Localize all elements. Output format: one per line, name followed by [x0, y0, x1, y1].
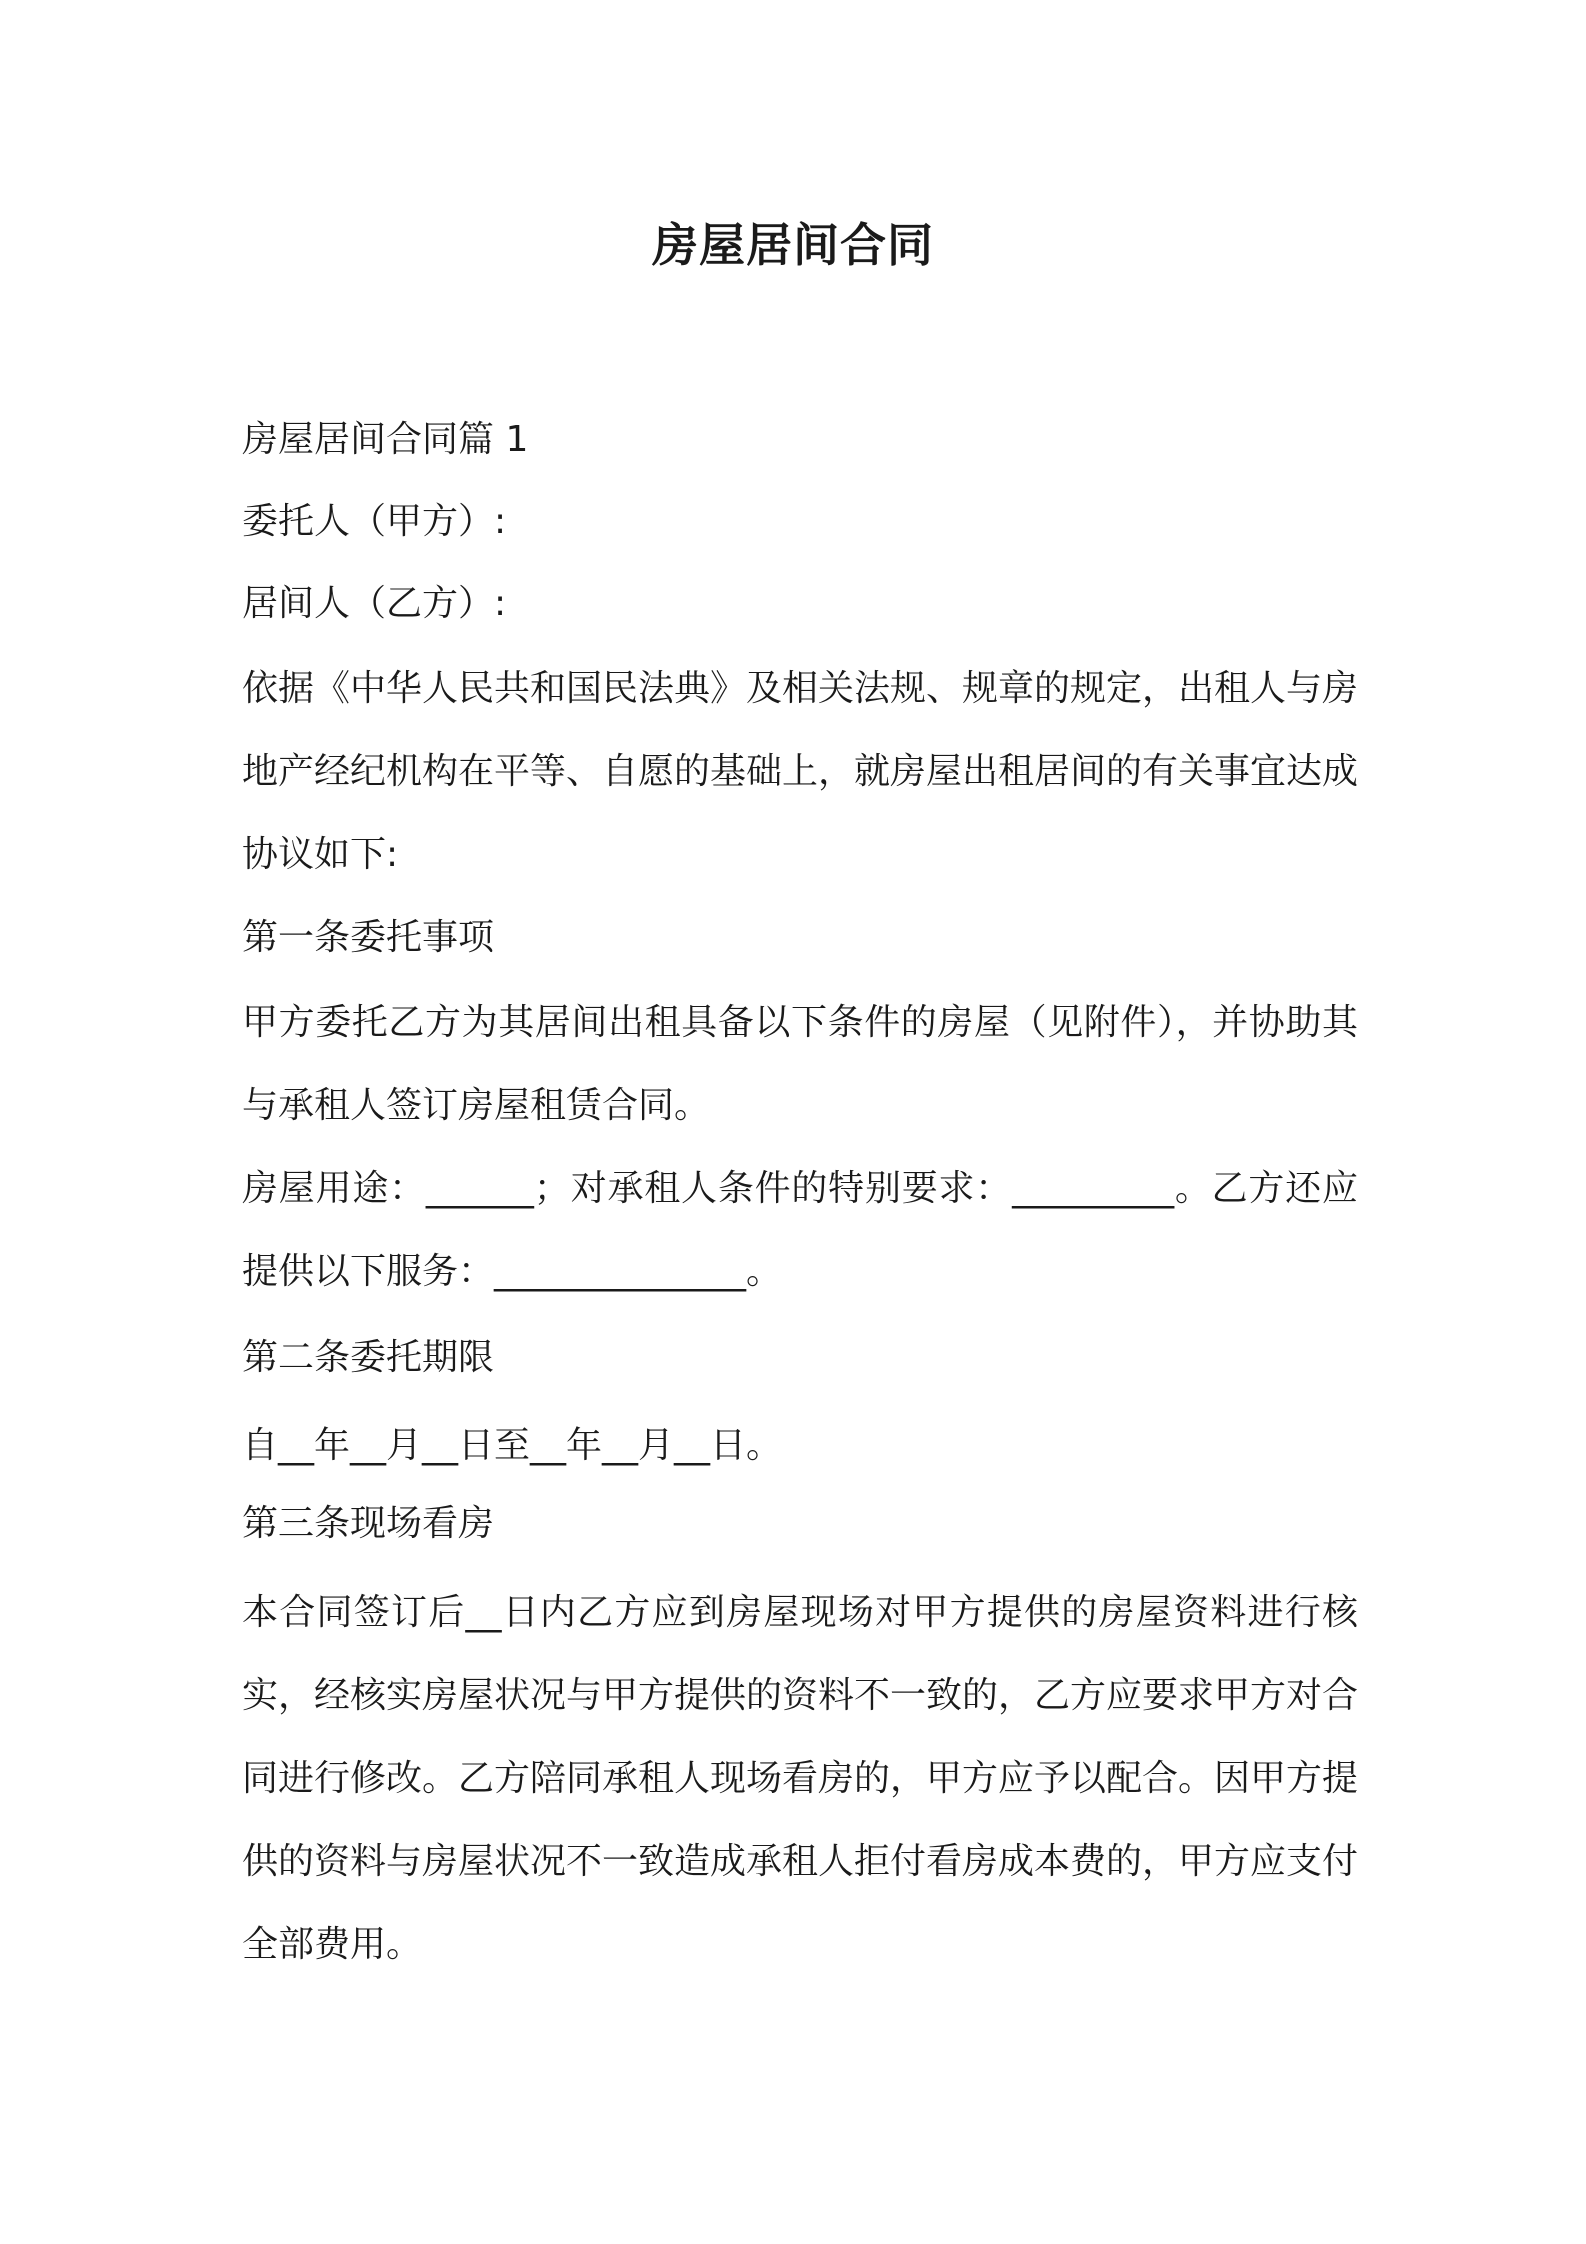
article2-heading: 第二条委托期限 — [242, 1337, 495, 1378]
article2-paragraph: 自__年__月__日至__年__月__日。 — [242, 1425, 783, 1466]
article1-heading: 第一条委托事项 — [242, 917, 495, 958]
document-title: 房屋居间合同 — [652, 218, 934, 272]
article1-paragraph-2: 房屋用途：______；对承租人条件的特别要求：_________。乙方还应提供以下服务：______________。 — [242, 1168, 1358, 1292]
article1-paragraph-1: 甲方委托乙方为其居间出租具备以下条件的房屋（见附件），并协助其与承租人签订房屋租赁合同。 — [242, 1002, 1358, 1126]
article3-heading: 第三条现场看房 — [242, 1503, 495, 1544]
section-heading: 房屋居间合同篇 1 — [242, 419, 529, 460]
preamble-paragraph: 依据《中华人民共和国民法典》及相关法规、规章的规定，出租人与房地产经纪机构在平等、自愿的基础上，就房屋出租居间的有关事宜达成协议如下: — [242, 668, 1359, 875]
principal-line: 委托人（甲方）: — [242, 501, 507, 542]
article3-paragraph: 本合同签订后__日内乙方应到房屋现场对甲方提供的房屋资料进行核实，经核实房屋状况与甲方提供的资料不一致的，乙方应要求甲方对合同进行修改。乙方陪同承租人现场看房的，甲方应予以配合。因甲方提供的资料与房屋状况不一致造成承租人拒付看房成本费的，甲方应支付全部费用。 — [242, 1592, 1359, 1965]
intermediary-line: 居间人（乙方）: — [242, 583, 507, 624]
